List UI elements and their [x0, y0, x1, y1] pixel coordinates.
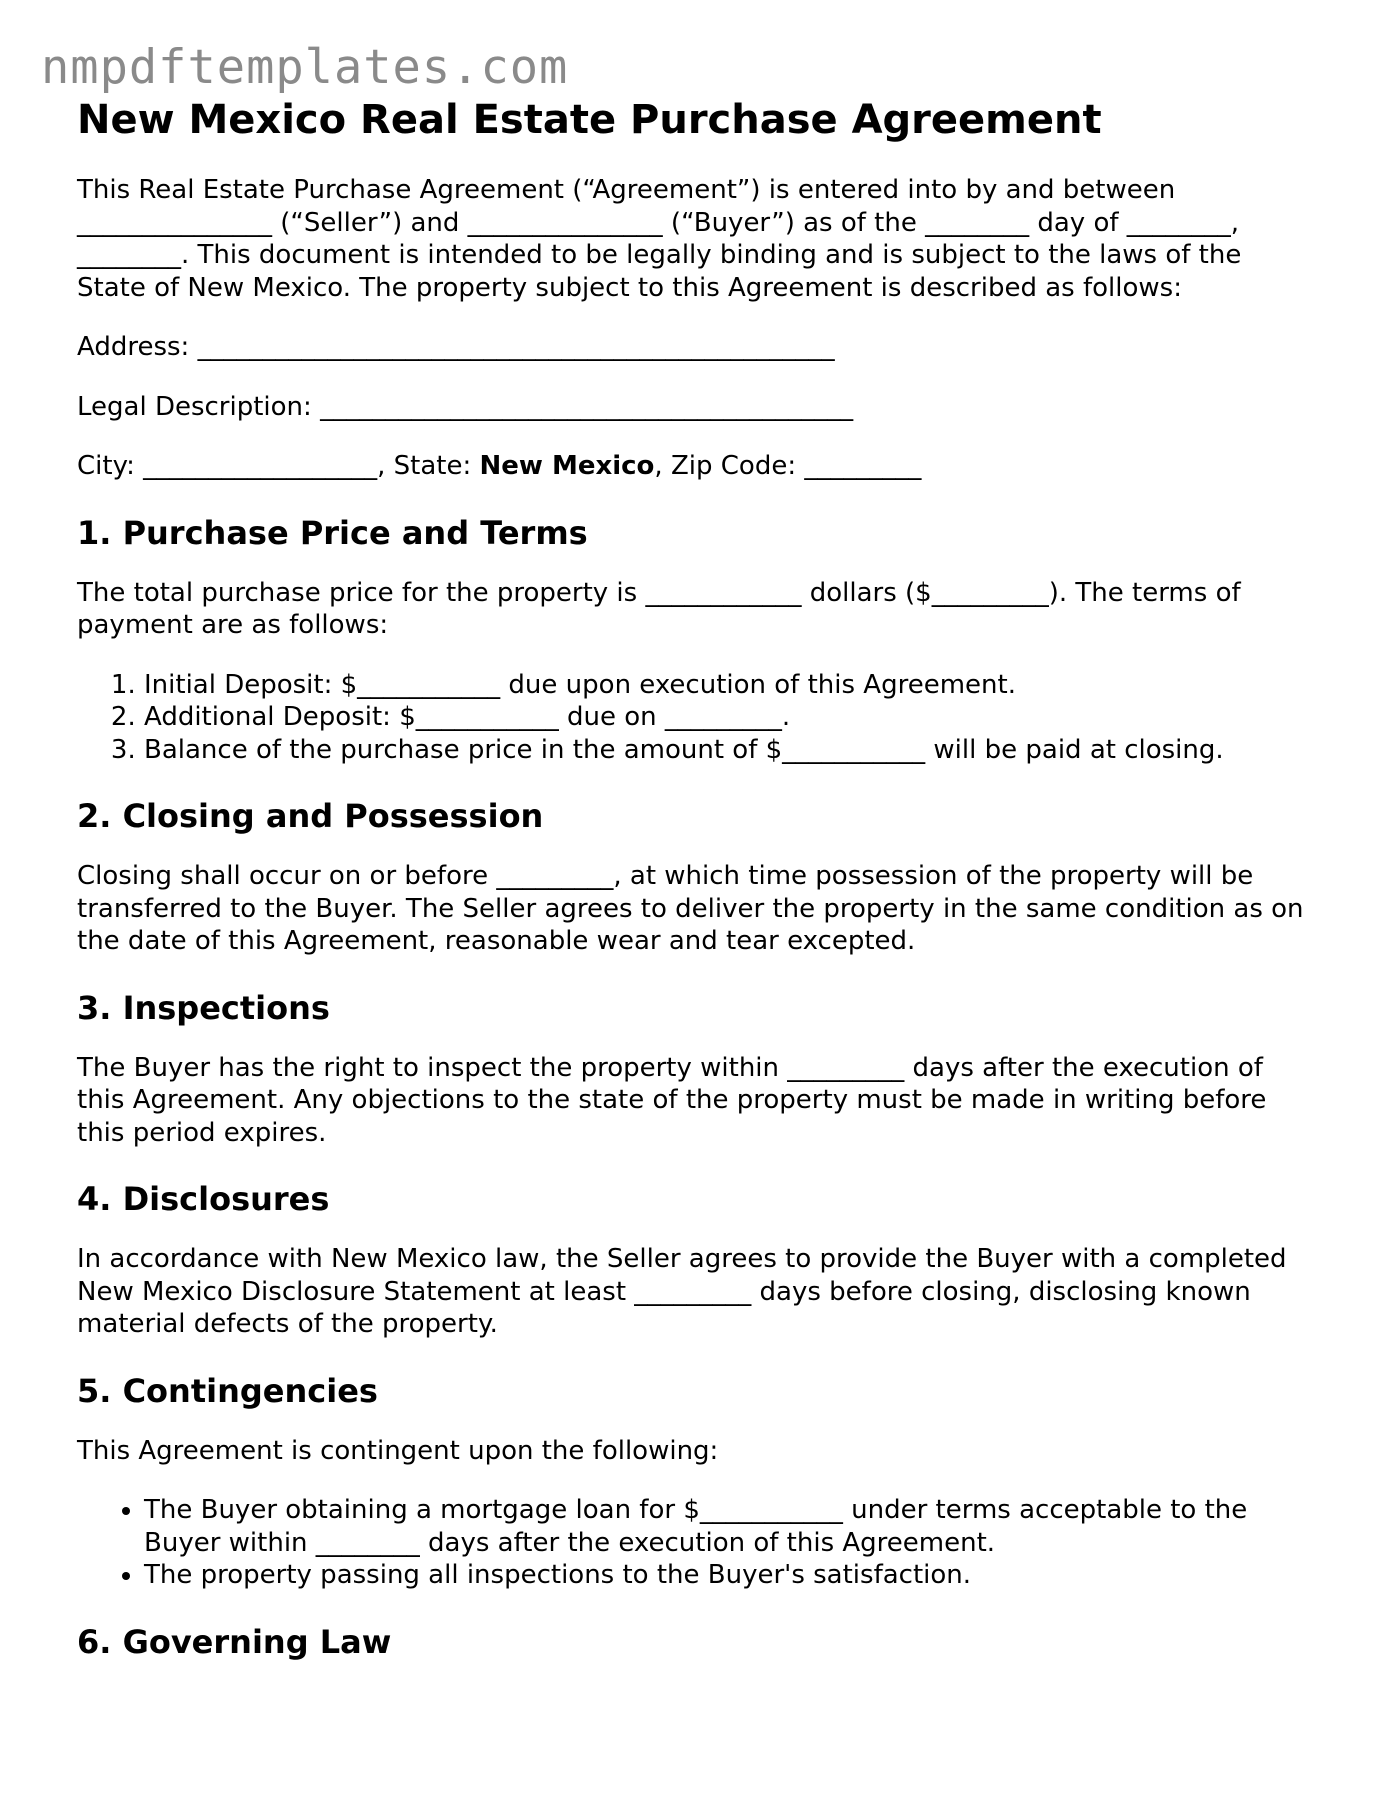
legal-description-blank: _________________________________________ — [320, 391, 854, 422]
list-item: 2. Additional Deposit: $___________ due on _________. — [144, 701, 1317, 734]
city-label: City: — [77, 451, 135, 481]
inspections-paragraph: The Buyer has the right to inspect the property within _________ days after the execution of this Agreement. Any objections to the state of the property must be made in writing before this period expires. — [77, 1052, 1267, 1148]
section-heading-closing: 2. Closing and Possession — [77, 797, 544, 835]
state-label: , State: — [377, 451, 472, 481]
legal-description-line — [77, 391, 1317, 424]
document-page — [77, 96, 1317, 1662]
document-title: New Mexico Real Estate Purchase Agreement — [77, 97, 1102, 143]
section-heading-purchase-price: 1. Purchase Price and Terms — [77, 513, 588, 552]
section-heading-contingencies: 5. Contingencies — [77, 1371, 378, 1410]
list-item: 3. Balance of the purchase price in the amount of $___________ will be paid at closing. — [144, 734, 1317, 767]
contingencies-paragraph: This Agreement is contingent upon the following: — [77, 1435, 719, 1466]
address-label: Address: — [77, 332, 190, 362]
payment-terms-list — [77, 669, 1317, 767]
legal-description-label: Legal Description: — [77, 391, 312, 422]
city-state-zip-line — [77, 450, 1317, 483]
address-line — [77, 331, 1317, 364]
contingencies-list — [77, 1494, 1317, 1592]
purchase-price-paragraph: The total purchase price for the property is ____________ dollars ($_________). The terms of payment are as follows: — [77, 577, 1241, 640]
list-item: 1. Initial Deposit: $___________ due upon execution of this Agreement. — [144, 669, 1317, 702]
address-blank: _________________________________________________ — [197, 332, 835, 362]
list-item: • The property passing all inspections to the Buyer's satisfaction. — [144, 1559, 1317, 1592]
intro-paragraph: This Real Estate Purchase Agreement (“Agreement”) is entered into by and between _______________ (“Seller”) and _______________ (“Buyer”) as of the ________ day of ________, ________. This document is intended to be legally binding and is subject to the laws of the State of New Mexico. The property subject to this Agreement is described as follows: — [77, 175, 1242, 303]
list-item: • The Buyer obtaining a mortgage loan for $___________ under terms acceptable to the Buyer within ________ days after the execution of this Agreement. — [144, 1494, 1317, 1559]
city-blank: __________________ — [143, 451, 378, 481]
disclosures-paragraph: In accordance with New Mexico law, the Seller agrees to provide the Buyer with a completed New Mexico Disclosure Statement at least _________ days before closing, disclosing known material defects of the property. — [77, 1244, 1287, 1339]
state-value: New Mexico — [479, 451, 655, 481]
section-heading-disclosures: 4. Disclosures — [77, 1180, 330, 1218]
section-heading-governing-law: 6. Governing Law — [77, 1622, 392, 1661]
closing-paragraph: Closing shall occur on or before _________, at which time possession of the property will be transferred to the Buyer. The Seller agrees to deliver the property in the same condition as on the date of this Agreement, reasonable wear and tear excepted. — [77, 861, 1304, 956]
zip-blank: _________ — [804, 451, 922, 481]
watermark: nmpdftemplates.com — [41, 40, 569, 95]
zip-label: , Zip Code: — [654, 451, 797, 481]
section-heading-inspections: 3. Inspections — [77, 988, 330, 1027]
